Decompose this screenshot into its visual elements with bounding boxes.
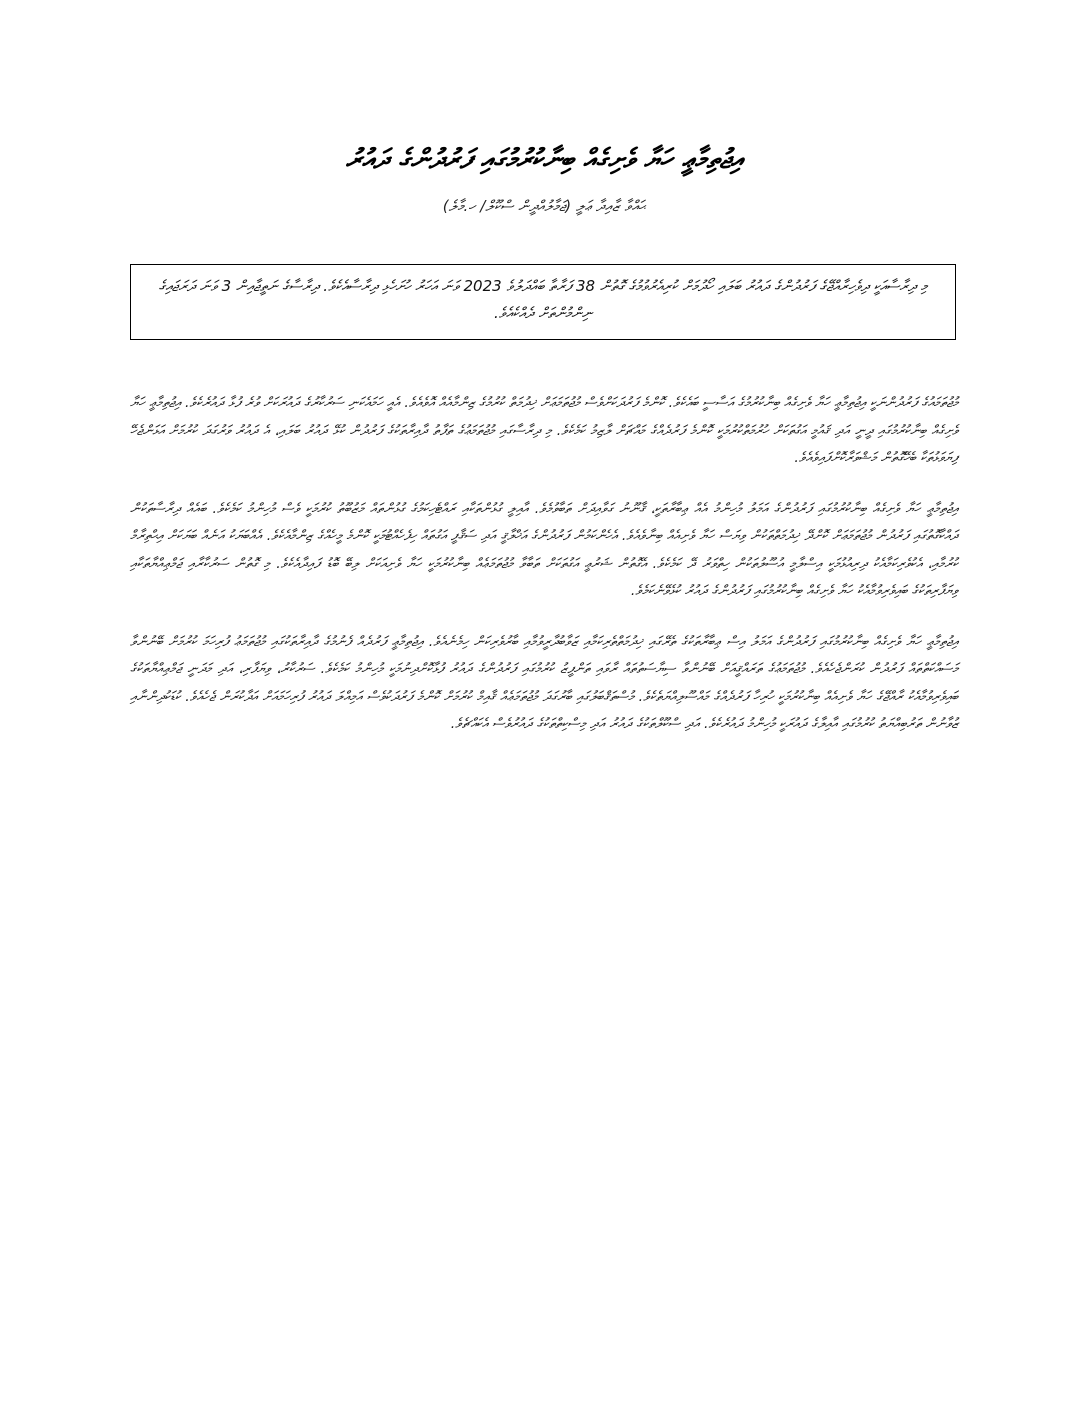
paragraph-3: އިޖުތިމާޢީ ހަޔާ ވެށިގެއް ބިނާކުރުމުގައި ފަރުދުންގެ އަމަލު އިސް ޢިބާރާތަކުގެ ތެރޭގައި ޚިދުމަތްތެރިކަމާއި ޒަވާބުދާރީވުމާއި ބާރުވެރިކަން ހިމެނެއެވެ. އިޖުތިމާޢީ ފަރުދެއް ފެނުމުގެ ދާއިރާތަކުގައި މުޖުތަމަޢު ފުރިހަމަ ކުރުމަށް ބޭނުންވާ މަސައްކަތްތައް ފަރުދުން ކުރަންޖެހެއެވެ. މުޖުތަމަޢުގެ ތަރައްޤީއަށް ބޭނުންވާ ސިޔާސަތުތައް ރާވައި ތަންފީޒު ކުރުމުގައި ފަރުދުންގެ ދައުރު ފުޅާކޮށްދިނުމަކީ މުހިންމު ކަމެކެވެ. ސަރުކާރު، ވިޔަފާރި، އަދި މަދަނީ ޖަމްޢިއްޔާތަކުގެ ބައިވެރިވުމާއެކު ރާއްޖޭގެ ހަޔާ ވެށިއެއް ބިނާކުރުމަކީ ހުރިހާ ފަރުދެއްގެ މައްސޫލިއްޔަތެކެވެ. މުސްތަޤްބަލުގައި ބާރުގަދަ މުޖުތަމަޢެއް ޤާއިމް ކުރުމަށް ކޮންމެ ފަރުދަކުވެސް އަމިއްލަ ދައުރު ފުރިހަމައަށް އަދާކުރަން ޖެހެއެވެ. ކުޑަކުދިންނާއި ޒުވާނުން ތަރުބިއްޔަތު ކުރުމުގައި އާއިލާގެ ދައުރަކީ މުހިންމު ދައުރެކެވެ. އަދި ސްކޫލްތަކުގެ ދައުރު އަދި މިސްކިތްތަކުގެ ދައުރުވެސް އެކައްޗެވެ. [130, 633, 958, 732]
abstract-box [130, 264, 956, 340]
abstract-text: މި ދިރާސާއަކީ ދިވެހިރާއްޖޭގެ ފަރުދުންގެ ދައުރު ބަލައި ހޯދުމަށް ކުރިއެރުވުމުގެ ގޮތުން 38 ފަރާތާ ބައްދަލުވެ 2023 ވަނަ އަހަރު ހުށަހެޅި ދިރާސާއެކެވެ. ދިރާސާގެ ނަތީޖާއިން 3 ވަނަ ދަރަޖައިގެ ނިންމުންތަށް ދެއްކެއެވެ. [158, 277, 928, 322]
paragraph-1: މުޖުތަމައުގެ ފަރުދުންނަކީ އިޖުތިމާޢީ ހަޔާ ވެށިގެއް ބިނާކުރުމުގެ އަސާސީ ބައެކެވެ. ކޮންމެ ފަރުދަކަށްވެސް މުޖުތަމަޢަށް ޚިދުމަތް ކުރުމުގެ ޒިންމާއެއް އޮވެއެވެ. އެއީ ހަމައެކަނި ސަރުކާރުގެ ދައުރަކަށް ވުރެ ފުޅާ ދައުރެކެވެ. އިޖުތިމާޢީ ހަޔާ ވެށިގެއް ބިނާކުރުމުގައި ދީނީ އަދި ޤައުމީ އަގުތަކަށް ހުރުމަތްކުރުމަކީ ކޮންމެ ފަރުދެއްގެ މައްޗަށް ލާޒިމު ކަމެކެވެ. މި ދިރާސާގައި މުޖުތަމަޢުގެ ތަފާތު ދާއިރާތަކުގެ ފަރުދުން ކުޅޭ ދައުރު ބަލައި، އެ ދައުރު ވަރުގަދަ ކުރުމަށް އަޅަންޖެހޭ ފިޔަވަޅުތަކާ ބެހޭގޮތުން މަޝްވަރާކޮށްފައިވެއެވެ. [130, 395, 958, 466]
body-text [130, 390, 958, 762]
paragraph-2: އިޖުތިމާޢީ ހަޔާ ވެށިގެއް ބިނާކުރުމުގައި ފަރުދުންގެ އަމަލު މުހިންމު އެއް ޢިބާރާތަކީ، ޤާނޫނު ގަވާއިދަށް ތަބާވުމެވެ. އާއިލީ ގުޅުންތަކާއި ރައްޓެހިކަމުގެ ގުޅުންތައް މަޒުބޫތު ކުރުމަކީ ވެސް މުހިންމު ކަމެކެވެ. ބައެއް ދިރާސާތަކުން ދައްކާގޮތުގައި ފަރުދުން މުޖުތަމަޢަށް ކޮށްދޭ ޚިދުމަތްތަކުން ވިޔަސް ހަޔާ ވެށިއެއް ބިނާވެއެވެ. އެހެންކަމުން ފަރުދުންގެ އަޚްލާޤީ އަދި ސަޤާފީ އަގުތައް ހިފެހެއްޓުމަކީ ކޮންމެ މީހެއްގެ ޒިންމާއެކެވެ. އެއްބަޔަކު އަނެއް ބަޔަކަށް އިޙްތިރާމް ކުރުމާއި، އެކުވެރިކަމާއެކު ދިރިއުޅުމަކީ އިސްލާމީ އުސޫލުތަކުން ހިތްވަރު ދޭ ކަމެކެވެ. އެގޮތުން ޝަރުޢީ އަގުތަކަށް ތަބާވާ މުޖުތަމަޢެއް ބިނާކުރުމަކީ ހަޔާ ވެށިއަކަށް ލިބޭ ބޮޑު ފައިދާއެކެވެ. މި ގޮތުން ސަރުކާރާއި ޖަމްޢިއްޔާތަކާއި ވިޔަފާރިތަކުގެ ބައިވެރިވުމާއެކު ހަޔާ ވެށިގެއް ބިނާކުރުމުގައި ފަރުދުންގެ ދައުރު ކުޅެވޭނެކަމެވެ. [130, 500, 958, 599]
document-title: އިޖުތިމާޢީ ހަޔާ ވެށިގެއް ބިނާކުރުމުގައި ފަރުދުންގެ ދައުރު [345, 144, 743, 175]
author-byline: ޙައްވާ ޒާއިދާ ޢަލީ (ޖަމާލުއްދީން ސްކޫލް/ ހ.މާލެ) [442, 197, 646, 215]
